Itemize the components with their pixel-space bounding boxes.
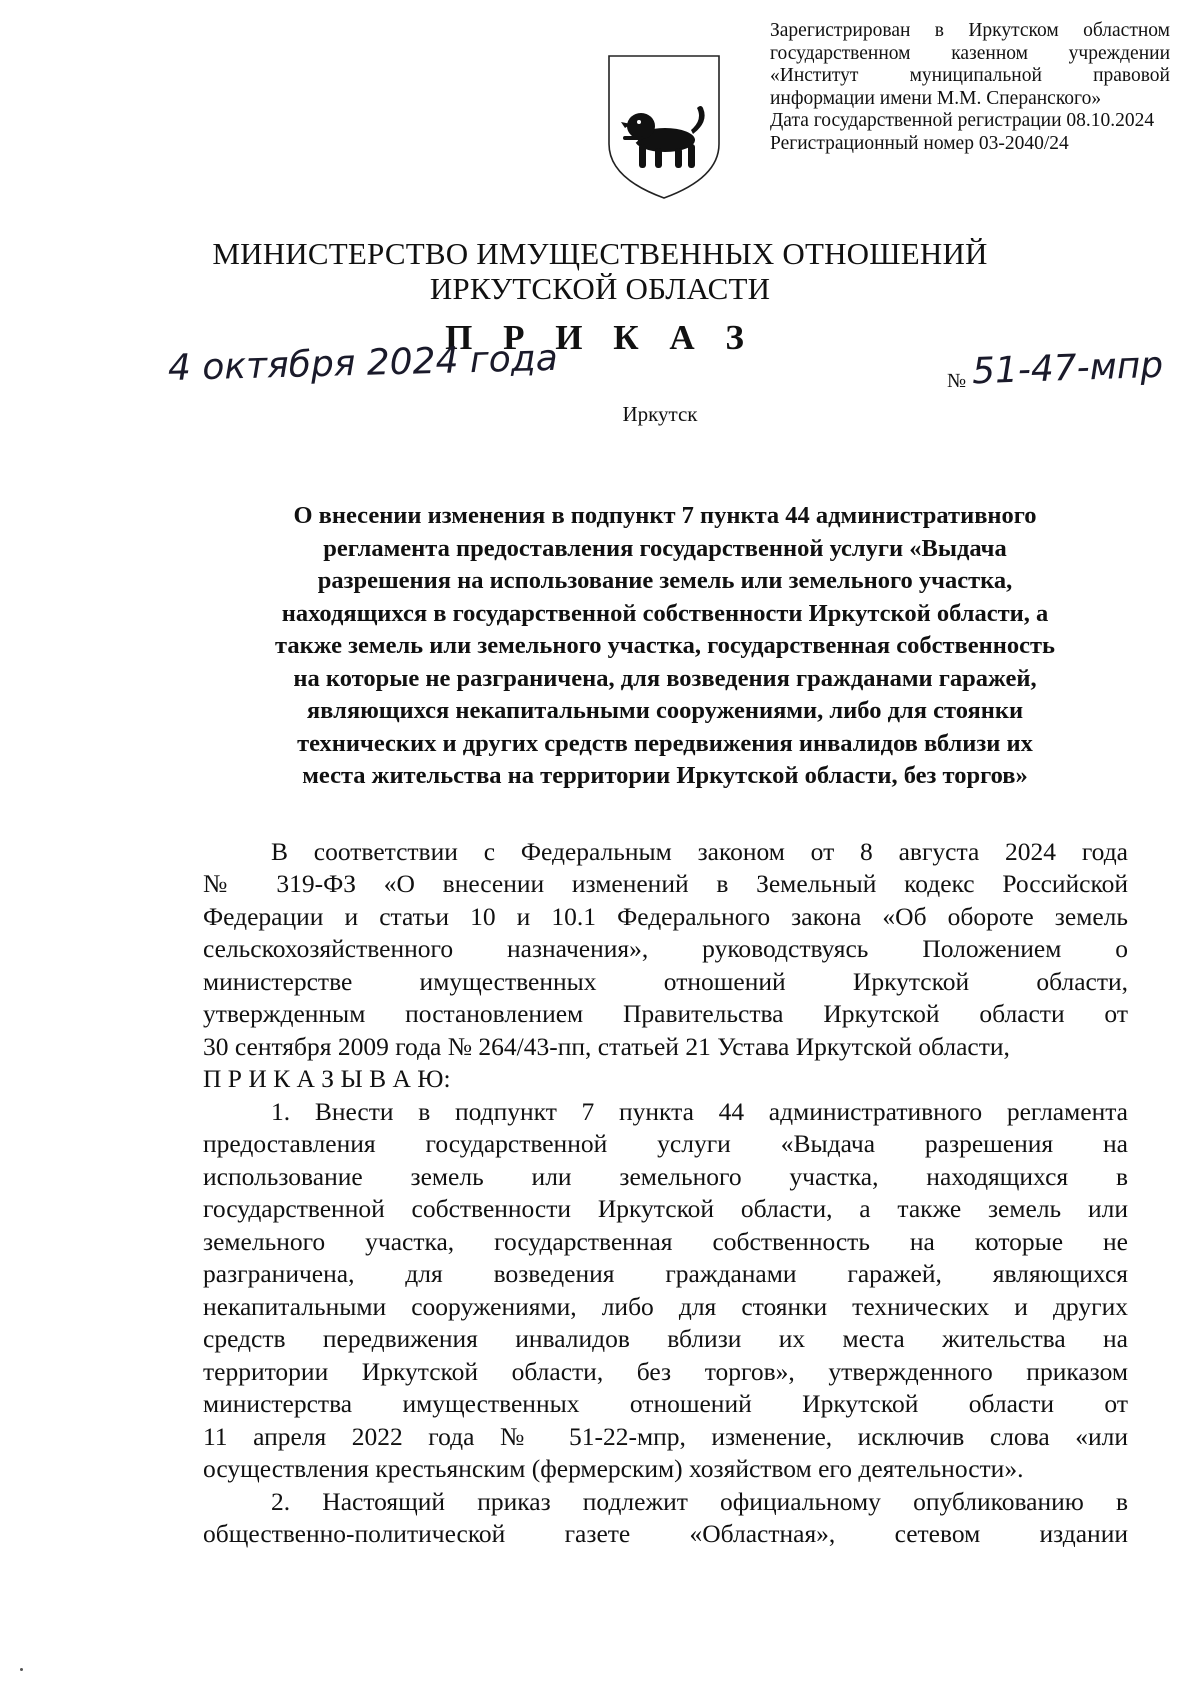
babr-animal-icon [621,106,705,168]
item-1-line: разграничена, для возведения гражданами гаражей, являющихся [203,1259,1128,1288]
number-sign: № [947,370,967,392]
subject-line: регламента предоставления государственной услуги «Выдача [323,534,1007,562]
registration-number: Регистрационный номер 03-2040/24 [770,132,1069,154]
subject-line: разрешения на использование земель или земельного участка, [317,567,1013,594]
scan-speck [20,1668,23,1671]
registration-line: «Институт муниципальной правовой [770,65,1170,86]
city-name: Иркутск [622,402,698,426]
registration-date: Дата государственной регистрации 08.10.2024 [770,110,1155,131]
body-line: утвержденным постановлением Правительства Иркутской области от [203,999,1128,1028]
subject-line: технических и других средств передвижения инвалидов вблизи их [297,729,1033,757]
body-line: Федерации и статьи 10 и 10.1 Федерального закона «Об обороте земель [203,902,1128,931]
body-line: сельскохозяйственного назначения», руководствуясь Положением о [203,934,1128,963]
registration-line: информации имени М.М. Сперанского» [770,87,1102,109]
ministry-name-line1: МИНИСТЕРСТВО ИМУЩЕСТВЕННЫХ ОТНОШЕНИЙ [212,236,988,271]
handwritten-order-number: 51-47-мпр [971,344,1164,393]
coat-of-arms-emblem [605,52,723,202]
body-line: № 319-ФЗ «О внесении изменений в Земельный кодекс Российской [203,869,1128,898]
subject-line: О внесении изменения в подпункт 7 пункта 44 административного [293,502,1037,529]
item-2-line: 2. Настоящий приказ подлежит официальному опубликованию в [271,1487,1128,1516]
ministry-name [0,236,1200,306]
body-line: В соответствии с Федеральным законом от 8 августа 2024 года [271,837,1128,866]
item-2-line: общественно-политической газете «Областная», сетевом издании [203,1519,1128,1548]
ministry-name-line2: ИРКУТСКОЙ ОБЛАСТИ [429,271,771,306]
item-1-line: 11 апреля 2022 года № 51-22-мпр, изменение, исключив слова «или [203,1422,1128,1451]
subject-line: являющихся некапитальными сооружениями, либо для стоянки [306,697,1024,724]
registration-line: Зарегистрирован в Иркутском областном [770,20,1170,41]
item-1-line: 1. Внести в подпункт 7 пункта 44 административного регламента [271,1097,1128,1126]
item-1-line: осуществления крестьянским (фермерским) хозяйством его деятельности». [203,1454,1024,1483]
order-command: П Р И К А З Ы В А Ю: [203,1064,451,1093]
document-type-title: П Р И К А З [445,318,755,357]
item-1-line: министерства имущественных отношений Иркутской области от [203,1389,1128,1418]
item-1-line: государственной собственности Иркутской области, а также земель или [203,1194,1128,1223]
subject-line: места жительства на территории Иркутской области, без торгов» [302,762,1028,789]
subject-line: также земель или земельного участка, государственная собственность [275,632,1055,659]
item-1-line: предоставления государственной услуги «Выдача разрешения на [203,1129,1128,1158]
item-1-line: земельного участка, государственная собственность на которые не [203,1227,1128,1256]
registration-line: государственном казенном учреждении [770,42,1170,64]
item-1-line: использование земель или земельного участка, находящихся в [203,1162,1128,1191]
handwritten-date: 4 октября 2024 года [167,337,559,389]
item-1-line: средств передвижения инвалидов вблизи их места жительства на [203,1324,1128,1353]
item-1-line: некапитальными сооружениями, либо для стоянки технических и других [203,1292,1128,1321]
order-subject [215,500,1115,793]
item-1-line: территории Иркутской области, без торгов», утвержденного приказом [203,1357,1128,1386]
body-line: министерстве имущественных отношений Иркутской области, [203,967,1128,996]
subject-line: на которые не разграничена, для возведения гражданами гаражей, [293,664,1037,692]
subject-line: находящихся в государственной собственности Иркутской области, а [281,599,1049,627]
registration-stamp [770,20,1170,155]
body-line: 30 сентября 2009 года № 264/43-пп, статьей 21 Устава Иркутской области, [203,1032,1010,1061]
